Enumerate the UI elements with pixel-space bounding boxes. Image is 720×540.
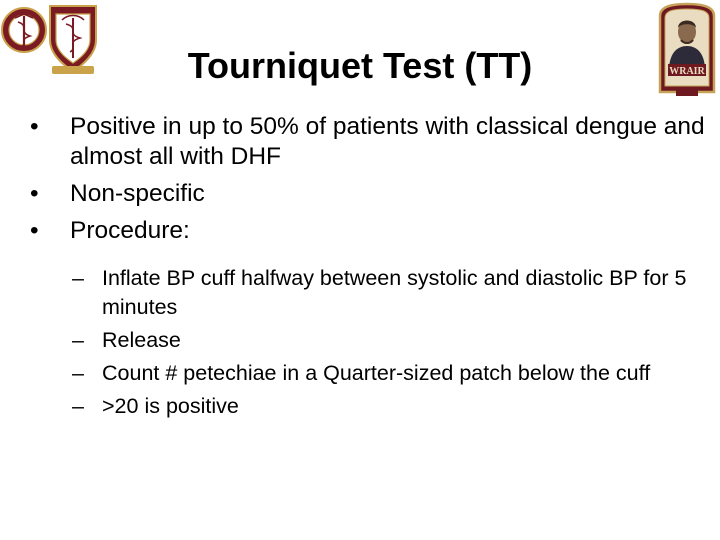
- sub-bullet-text: Count # petechiae in a Quarter-sized patch below the cuff: [102, 361, 651, 385]
- bullet-text: Procedure:: [70, 217, 190, 244]
- sub-bullet-item: [72, 392, 706, 421]
- bullet-marker: •: [30, 180, 39, 207]
- bullet-text: Non-specific: [70, 180, 205, 207]
- procedure-steps: [26, 264, 706, 421]
- bullet-text: Positive in up to 50% of patients with classical dengue and almost all with DHF: [70, 113, 705, 170]
- sub-bullet-marker: –: [72, 328, 84, 352]
- sub-bullet-marker: –: [72, 266, 84, 290]
- wrair-logo-text: WRAIR: [669, 66, 705, 77]
- sub-bullet-text: Release: [102, 328, 181, 352]
- sub-bullet-item: [72, 359, 706, 388]
- bullet-marker: •: [30, 113, 39, 140]
- bullet-marker: •: [30, 217, 39, 244]
- bullet-item: [26, 112, 706, 172]
- slide-body: [26, 112, 706, 425]
- slide-title: Tourniquet Test (TT): [187, 45, 533, 86]
- sub-bullet-marker: –: [72, 361, 84, 385]
- sub-bullet-text: Inflate BP cuff halfway between systolic and diastolic BP for 5 minutes: [102, 266, 687, 319]
- sub-bullet-marker: –: [72, 394, 84, 418]
- sub-bullet-item: [72, 326, 706, 355]
- sub-bullet-text: >20 is positive: [102, 394, 239, 418]
- sub-bullet-item: [72, 264, 706, 322]
- bullet-item: [26, 179, 706, 209]
- bullet-item: [26, 216, 706, 246]
